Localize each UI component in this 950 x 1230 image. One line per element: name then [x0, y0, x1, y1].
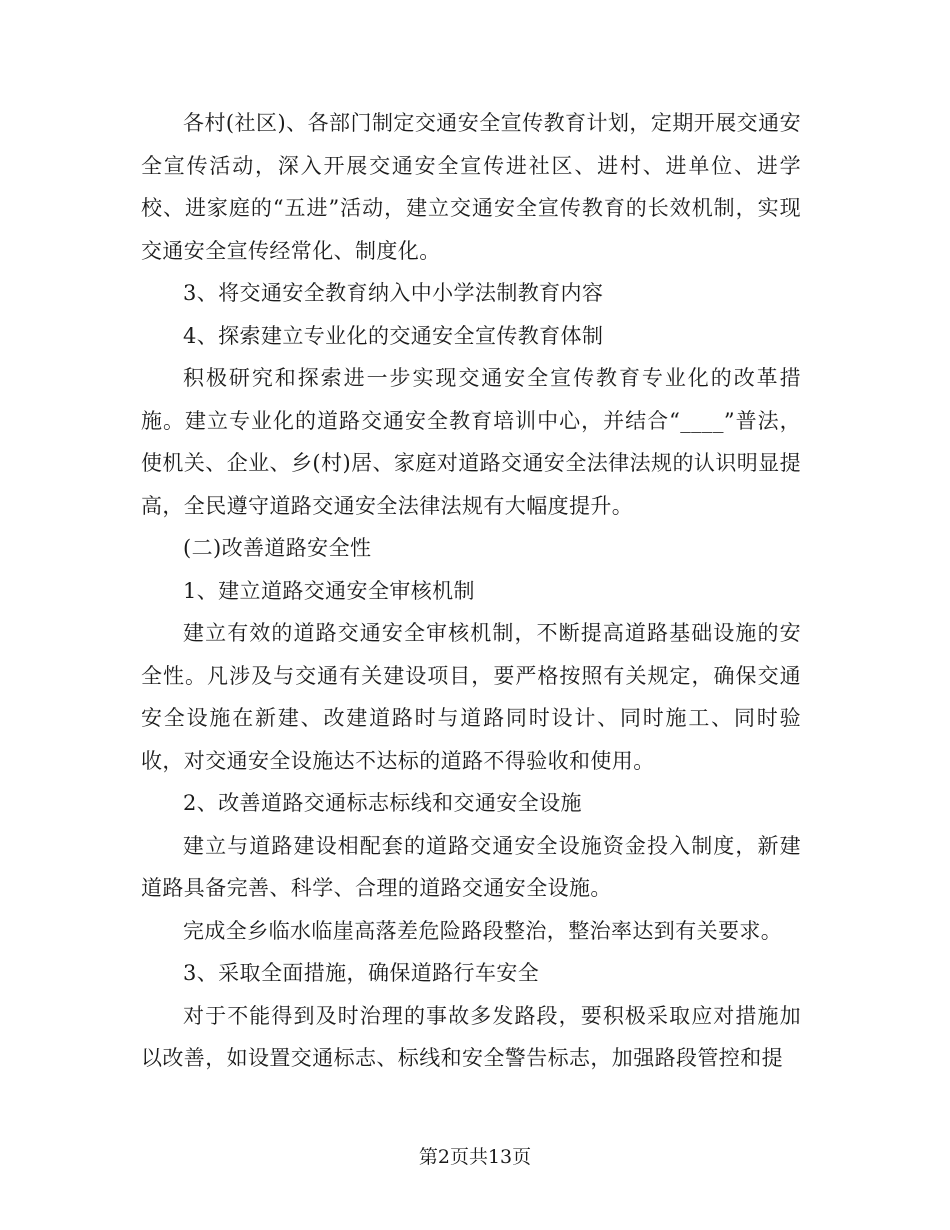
page-number-footer: 第2页共13页: [418, 1146, 532, 1168]
paragraph-hazard-rectification: 完成全乡临水临崖高落差危险路段整治，整治率达到有关要求。: [183, 918, 783, 943]
section-heading-driving-safety: 3、采取全面措施，确保道路行车安全: [183, 961, 540, 985]
section-heading-school-education: 3、将交通安全教育纳入中小学法制教育内容: [183, 281, 604, 305]
paragraph-accident-sections: 对于不能得到及时治理的事故多发路段，要积极采取应对措施加以改善，如设置交通标志、标线和安全警告标志，加强路段管控和提: [141, 1003, 801, 1070]
section-heading-audit-mechanism: 1、建立道路交通安全审核机制: [183, 578, 475, 603]
paragraph-facility-funding: 建立与道路建设相配套的道路交通安全设施资金投入制度，新建道路具备完善、科学、合理的道路交通安全设施。: [141, 833, 801, 900]
document-body: [141, 102, 801, 1080]
paragraph-audit-mechanism: 建立有效的道路交通安全审核机制，不断提高道路基础设施的安全性。凡涉及与交通有关建设项目，要严格按照有关规定，确保交通安全设施在新建、改建道路时与道路同时设计、同时施工、同时验收，对交通安全设施达不达标的道路不得验收和使用。: [141, 621, 801, 773]
section-heading-road-safety: (二)改善道路安全性: [183, 536, 372, 560]
section-heading-signs-markings: 2、改善道路交通标志标线和交通安全设施: [183, 791, 582, 815]
section-heading-professional-system: 4、探索建立专业化的交通安全宣传教育体制: [183, 323, 604, 348]
paragraph-publicity-plan: 各村(社区)、各部门制定交通安全宣传教育计划，定期开展交通安全宣传活动，深入开展交通安全宣传进社区、进村、进单位、进学校、进家庭的“五进”活动，建立交通安全宣传教育的长效机制，实现交通安全宣传经常化、制度化。: [141, 111, 801, 263]
paragraph-reform-measures: 积极研究和探索进一步实现交通安全宣传教育专业化的改革措施。建立专业化的道路交通安全教育培训中心，并结合“____”普法，使机关、企业、乡(村)居、家庭对道路交通安全法律法规的认识明显提高，全民遵守道路交通安全法律法规有大幅度提升。: [141, 366, 801, 518]
